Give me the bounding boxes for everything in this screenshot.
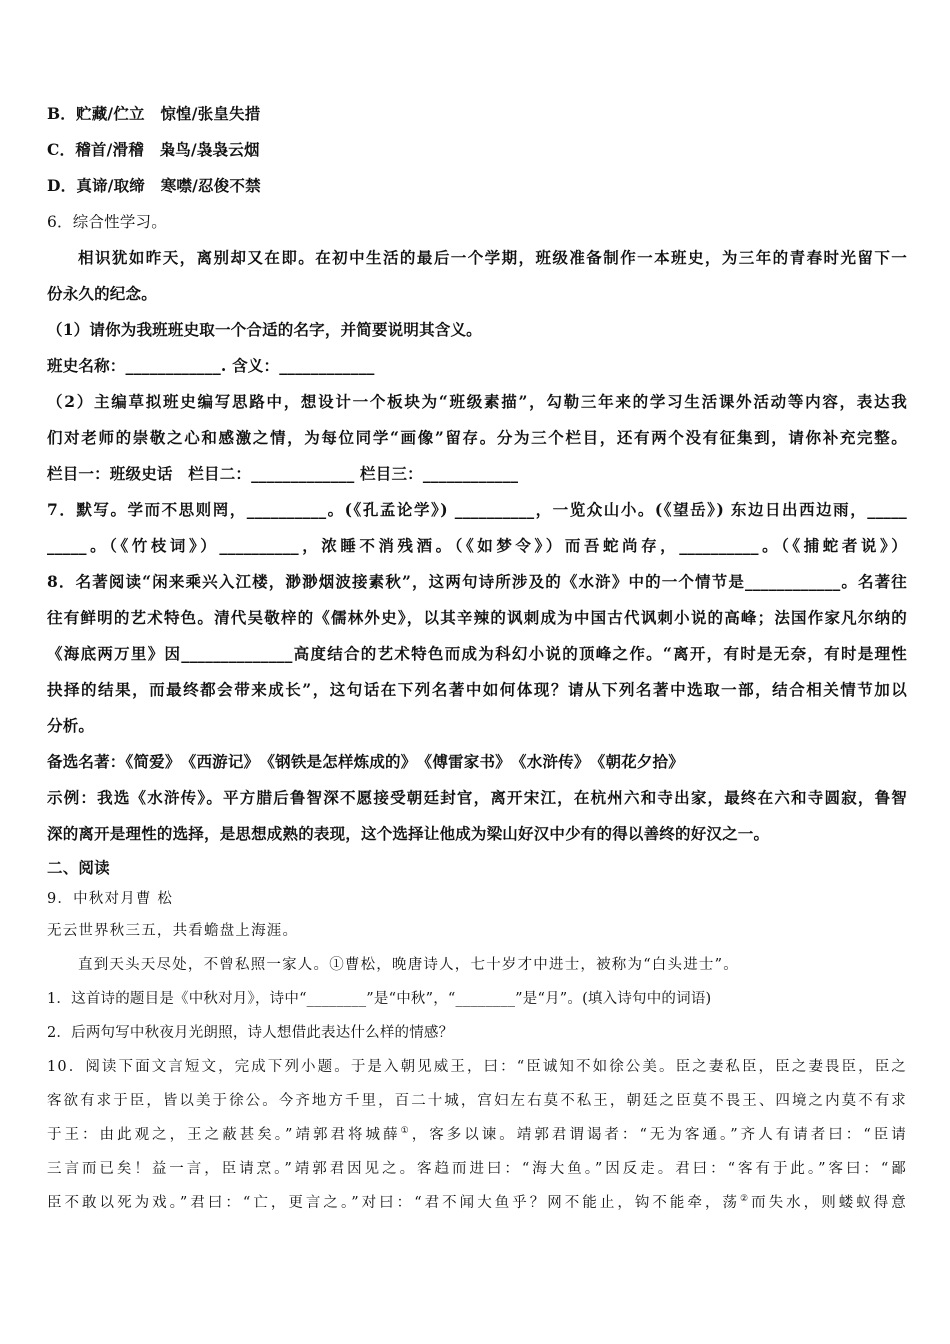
section-heading: 二、阅读 — [47, 858, 110, 877]
question-6-sub1-fill[interactable]: 班史名称：____________. 含义：____________ — [47, 356, 375, 375]
question-9-poem-line: 无云世界秋三五，共看蟾盘上海涯。 — [47, 923, 299, 939]
option-d[interactable]: D．真谛/取缔 寒噤/忍俊不禁 — [47, 176, 261, 195]
question-8-line[interactable]: 《海底两万里》因______________高度结合的艺术特色而成为科幻小说的顶峰之作。“离开，有时是无奈，有时是理性 — [47, 644, 907, 663]
question-6-sub2-line: 们对老师的崇敬之心和感激之情，为每位同学“画像”留存。分为三个栏目，还有两个没有征集到，请你补充完整。 — [47, 428, 907, 447]
question-8-books: 备选名著：《简爱》 《西游记》 《钢铁是怎样炼成的》 《傅雷家书》 《水浒传》 《朝花夕拾》 — [47, 752, 684, 771]
question-8-line: 分析。 — [47, 716, 95, 735]
question-8-example-line: 深的离开是理性的选择，是思想成熟的表现，这个选择让他成为梁山好汉中少有的得以善终的好汉之一。 — [47, 824, 770, 843]
question-8-line[interactable]: 8．名著阅读“闲来乘兴入江楼，渺渺烟波接素秋”，这两句诗所涉及的《水浒》中的一个情节是____________。名著往 — [47, 572, 907, 591]
question-6-intro-line: 份永久的纪念。 — [47, 284, 157, 303]
question-9-sub2: 2．后两句写中秋夜月光朗照，诗人想借此表达什么样的情感？ — [47, 1025, 454, 1041]
question-6-sub2-fill[interactable]: 栏目一：班级史话 栏目二：_____________ 栏目三：____________ — [47, 464, 519, 483]
question-10-line: 10．阅读下面文言短文，完成下列小题。于是入朝见威王，曰：“臣诚知不如徐公美。臣之妻私臣，臣之妻畏臣，臣之 — [47, 1059, 907, 1075]
footnote-marker: ② — [740, 1194, 752, 1205]
question-10-text: 臣不敢以死为戏。”君曰：“亡，更言之。”对曰：“君不闻大鱼乎？网不能止，钩不能牵，荡 — [47, 1195, 741, 1211]
question-6-intro-line: 相识犹如昨天，离别却又在即。在初中生活的最后一个学期，班级准备制作一本班史，为三年的青春时光留下一 — [78, 248, 907, 267]
question-10-line: 三言而已矣！益一言，臣请烹。”靖郭君因见之。客趋而进曰：“海大鱼。”因反走。君曰：“客有于此。”客曰：“鄙 — [47, 1161, 907, 1177]
question-6-sub1: （1）请你为我班班史取一个合适的名字，并简要说明其含义。 — [47, 320, 482, 339]
question-7-line[interactable]: _____。（《竹枝词》）__________，浓睡不消残酒。（《如梦令》）而吾蛇尚存，__________。（《捕蛇者说》） — [47, 536, 907, 555]
question-6-sub2-line: （2）主编草拟班史编写思路中，想设计一个板块为“班级素描”，勾勒三年来的学习生活课外活动等内容，表达我 — [47, 392, 907, 411]
question-10-text: 而失水，则蝼蚁得意 — [751, 1195, 907, 1211]
question-10-line — [47, 1186, 907, 1220]
document-page — [47, 96, 907, 1220]
question-10-text: ，客多以谏。靖郭君谓谒者：“无为客通。”齐人有请者曰：“臣请 — [411, 1127, 907, 1143]
footnote-marker: ① — [400, 1126, 412, 1137]
question-10-line — [47, 1118, 907, 1152]
question-9-sub1[interactable]: 1．这首诗的题目是《中秋对月》，诗中“________”是“中秋”，“________”是“月”。(填入诗句中的词语) — [47, 991, 712, 1007]
question-8-line: 抉择的结果，而最终都会带来成长”，这句话在下列名著中如何体现？请从下列名著中选取一部，结合相关情节加以 — [47, 680, 907, 699]
option-b[interactable]: B．贮藏/伫立 惊惶/张皇失措 — [47, 104, 261, 123]
question-8-line: 往有鲜明的艺术特色。清代吴敬梓的《儒林外史》，以其辛辣的讽刺成为中国古代讽刺小说的高峰；法国作家凡尔纳的 — [47, 608, 907, 627]
question-6-title: 6．综合性学习。 — [47, 213, 167, 231]
question-7-line[interactable]: 7．默写。学而不思则罔，__________。(《孔孟论学》) __________，一览众山小。(《望岳》) 东边日出西边雨，_____ — [47, 500, 907, 519]
question-10-line: 客欲有求于臣，皆以美于徐公。今齐地方千里，百二十城，宫妇左右莫不私王，朝廷之臣莫不畏王、四境之内莫不有求 — [47, 1093, 907, 1109]
question-10-text: 于王：由此观之，王之蔽甚矣。”靖郭君将城薛 — [47, 1127, 401, 1143]
question-8-example-line: 示例：我选《水浒传》。平方腊后鲁智深不愿接受朝廷封官，离开宋江，在杭州六和寺出家，最终在六和寺圆寂，鲁智 — [47, 788, 907, 807]
question-9-poem-line: 直到天头天尽处，不曾私照一家人。①曹松，晚唐诗人，七十岁才中进士，被称为“白头进士”。 — [78, 957, 739, 973]
option-c[interactable]: C．稽首/滑稽 枭鸟/袅袅云烟 — [47, 140, 260, 159]
question-9-title: 9．中秋对月曹 松 — [47, 891, 174, 907]
